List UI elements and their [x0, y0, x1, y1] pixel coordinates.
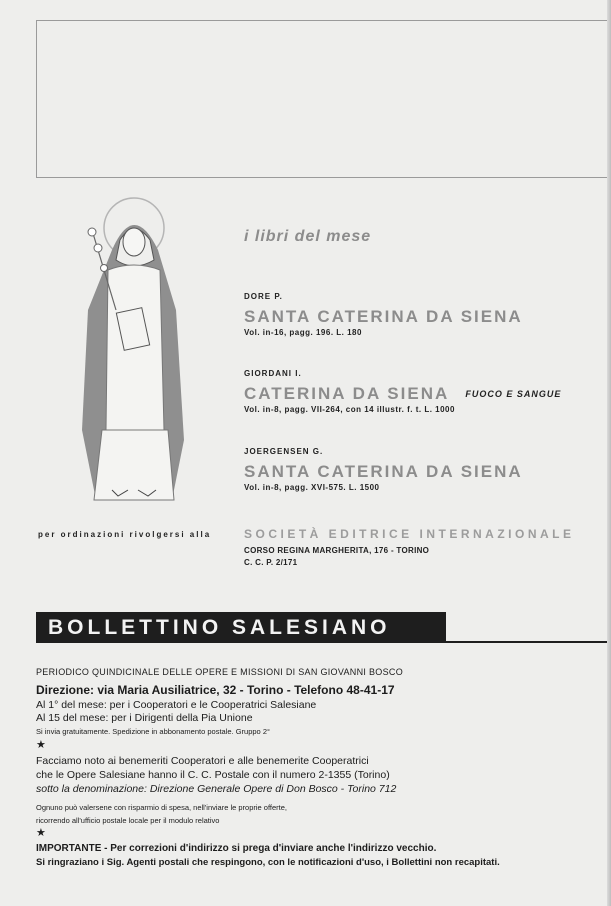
book-details: Vol. in-8, pagg. VII-264, con 14 illustr. f. t. L. 1000 [244, 405, 455, 414]
saint-catherine-illustration [72, 190, 192, 510]
book-entry [244, 447, 523, 492]
invio-line: Si invia gratuitamente. Spedizione in abbonamento postale. Gruppo 2° [36, 727, 270, 736]
book-title-text: SANTA CATERINA DA SIENA [244, 462, 523, 481]
periodico-line: PERIODICO QUINDICINALE DELLE OPERE E MISSIONI DI SAN GIOVANNI BOSCO [36, 667, 404, 677]
importante-line-1: IMPORTANTE - Per correzioni d'indirizzo si prega d'inviare anche l'indirizzo vecchio. [36, 843, 437, 854]
publisher-name: SOCIETÀ EDITRICE INTERNAZIONALE [244, 527, 575, 541]
book-title [244, 307, 523, 327]
ognuno-line-1: Ognuno può valersene con risparmio di spesa, nell'inviare le proprie offerte, [36, 803, 288, 812]
fifteenth-of-month-line: Al 15 del mese: per i Dirigenti della Pia Unione [36, 712, 253, 724]
facciamo-line-3: sotto la denominazione: Direzione Generale Opere di Don Bosco - Torino 712 [36, 783, 397, 795]
book-author: DORE P. [244, 292, 283, 301]
book-title [244, 462, 523, 482]
bulletin-title-banner: BOLLETTINO SALESIANO [36, 612, 446, 643]
book-title [244, 384, 561, 404]
book-title-text: SANTA CATERINA DA SIENA [244, 307, 523, 326]
star-divider: ★ [36, 739, 46, 751]
facciamo-line-1: Facciamo noto ai benemeriti Cooperatori e alle benemerite Cooperatrici [36, 755, 369, 767]
address-label-box [36, 20, 611, 178]
publisher-address-block [244, 545, 429, 569]
order-instruction: per ordinazioni rivolgersi alla [38, 530, 212, 539]
book-entry [244, 292, 523, 337]
ognuno-line-2: ricorrendo all'ufficio postale locale per il modulo relativo [36, 816, 220, 825]
books-of-month-heading: i libri del mese [244, 228, 372, 245]
book-details: Vol. in-8, pagg. XVI-575. L. 1500 [244, 483, 380, 492]
publisher-ccp: C. C. P. 2/171 [244, 558, 298, 567]
book-subtitle: FUOCO E SANGUE [465, 389, 562, 399]
publisher-address: CORSO REGINA MARGHERITA, 176 - TORINO [244, 546, 430, 555]
book-title-text: CATERINA DA SIENA [244, 384, 449, 403]
page-edge-shadow [607, 0, 611, 906]
direzione-line: Direzione: via Maria Ausiliatrice, 32 - Torino - Telefono 48-41-17 [36, 683, 395, 697]
facciamo-line-2: che le Opere Salesiane hanno il C. C. Postale con il numero 2-1355 (Torino) [36, 769, 390, 781]
book-details: Vol. in-16, pagg. 196. L. 180 [244, 328, 362, 337]
book-entry [244, 369, 561, 414]
star-divider: ★ [36, 827, 46, 839]
book-author: GIORDANI I. [244, 369, 302, 378]
first-of-month-line: Al 1° del mese: per i Cooperatori e le Cooperatrici Salesiane [36, 699, 317, 711]
banner-rule [446, 641, 611, 643]
book-author: JOERGENSEN G. [244, 447, 324, 456]
importante-line-2: Si ringraziano i Sig. Agenti postali che respingono, con le notificazioni d'uso, i Bollettini non recapitati. [36, 857, 500, 868]
